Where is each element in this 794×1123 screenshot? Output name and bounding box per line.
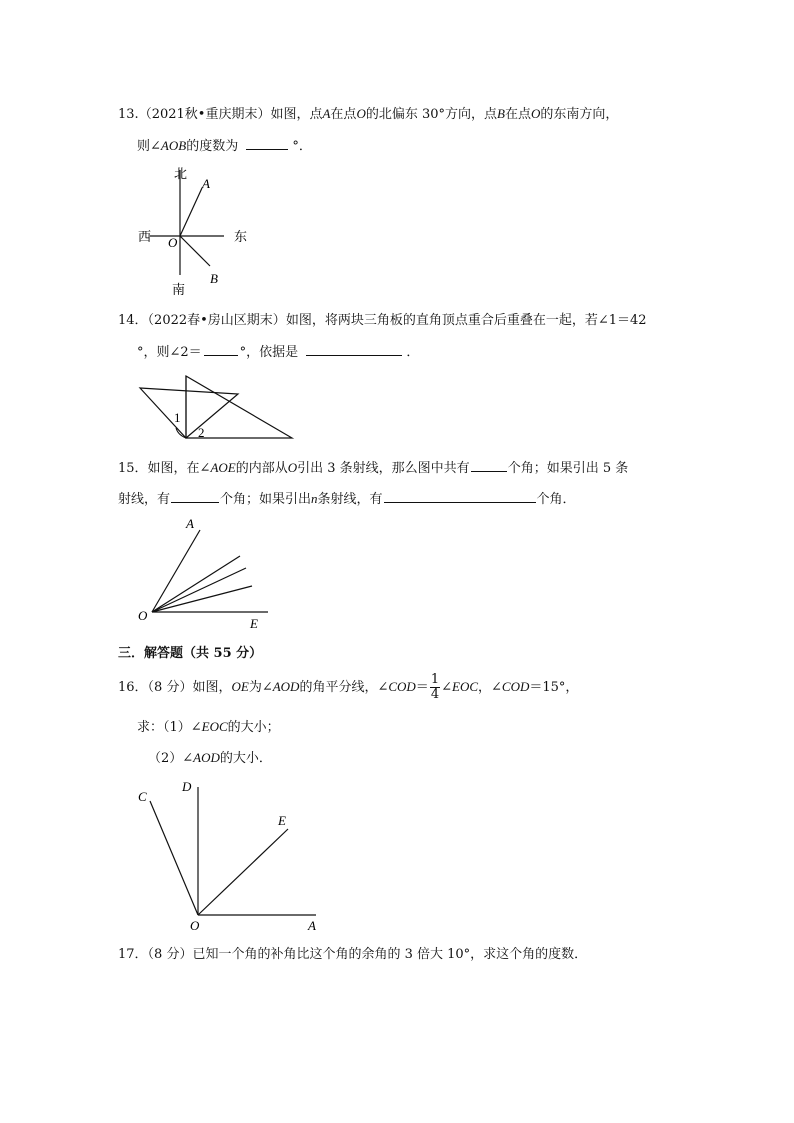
label-south: 南 (172, 282, 186, 297)
label-west: 西 (138, 229, 152, 244)
q14-line1: 14．（2022春•房山区期末）如图，将两块三角板的直角顶点重合后重叠在一起，若∠1＝42 (118, 313, 647, 328)
q16-angle-figure (130, 775, 325, 935)
answer-blank[interactable] (204, 342, 238, 356)
q14-triangles-figure (132, 368, 302, 446)
q15-line1: 15．如图，在∠AOE的内部从O引出 3 条射线，那么图中共有 个角；如果引出 5 条 (118, 460, 629, 476)
q15-line2: 射线，有 个角；如果引出n条射线，有 个角． (118, 491, 576, 507)
label-O: O (168, 235, 178, 250)
label-O: O (190, 918, 200, 933)
fraction-one-quarter: $\frac{1}{4}$ (430, 672, 440, 702)
q14-line2: °，则∠2＝ °，依据是 ． (137, 342, 419, 362)
q16-ask2: （2）∠AOD的大小． (148, 750, 272, 766)
q16-line1: 16．（8 分）如图，OE为∠AOD的角平分线，∠COD＝ $\frac{1}{4}$ ∠EOC，∠COD＝15°， (118, 672, 579, 702)
label-angle-2: 2 (198, 425, 205, 440)
label-east: 东 (234, 229, 248, 244)
label-O: O (138, 608, 148, 623)
label-E: E (278, 813, 286, 828)
answer-blank[interactable] (171, 489, 219, 503)
answer-blank[interactable] (384, 489, 536, 503)
label-A: A (308, 918, 316, 933)
label-A: A (186, 516, 194, 531)
q13-line1: 13.（2021秋•重庆期末）如图，点A在点O的北偏东 30°方向，点B在点O的东南方向， (118, 106, 619, 122)
label-angle-1: 1 (174, 410, 181, 425)
q13-compass-figure (132, 160, 262, 300)
label-C: C (138, 789, 147, 804)
q13-line2: 则∠AOB的度数为 °． (137, 138, 312, 154)
q16-ask1: 求：（1）∠EOC的大小； (137, 719, 280, 735)
label-E: E (250, 616, 258, 631)
label-D: D (182, 779, 192, 794)
section-3-title: 三．解答题（共 55 分） (118, 646, 263, 661)
answer-blank[interactable] (306, 342, 402, 356)
label-B: B (210, 271, 218, 286)
label-north: 北 (174, 166, 188, 181)
q17-line1: 17．（8 分）已知一个角的补角比这个角的余角的 3 倍大 10°，求这个角的度数． (118, 947, 588, 962)
answer-blank[interactable] (246, 136, 288, 150)
label-A: A (202, 176, 210, 191)
q15-rays-figure (132, 512, 277, 632)
answer-blank[interactable] (471, 458, 507, 472)
